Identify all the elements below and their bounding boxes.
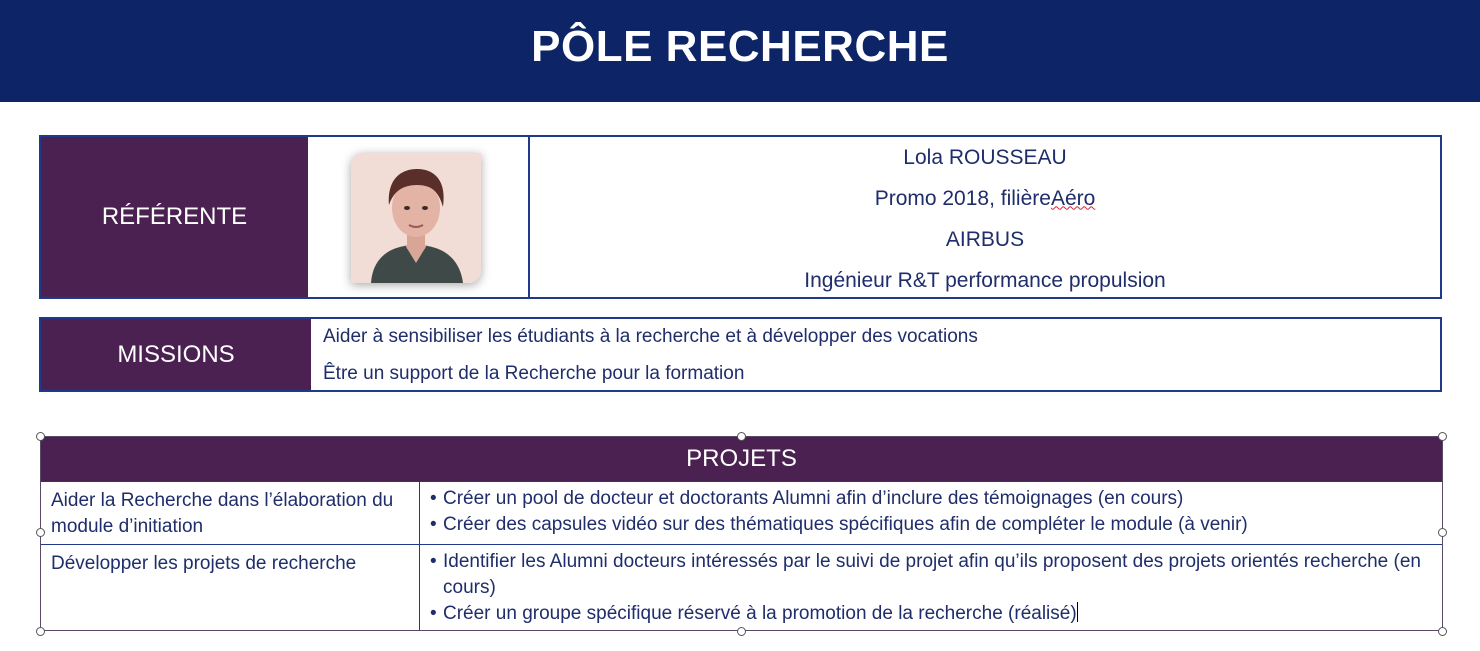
table-row[interactable] bbox=[41, 544, 1442, 630]
projets-table[interactable] bbox=[40, 436, 1443, 631]
portrait-photo[interactable] bbox=[351, 153, 481, 283]
missions-block bbox=[39, 317, 1442, 392]
photo-cell bbox=[308, 137, 530, 297]
project-actions[interactable] bbox=[420, 482, 1442, 544]
promo-prefix: Promo 2018, filière bbox=[874, 186, 1051, 210]
resize-handle-bottom-left[interactable] bbox=[36, 627, 45, 636]
missions-list bbox=[323, 319, 1440, 390]
project-action: • Créer un pool de docteur et doctorants Alumni afin d’inclure des témoignages (en cours) bbox=[430, 486, 1432, 512]
mission-item: Être un support de la Recherche pour la formation bbox=[323, 363, 745, 384]
promo-word: Aéro bbox=[1050, 186, 1096, 210]
project-topic[interactable]: Aider la Recherche dans l’élaboration du module d’initiation bbox=[41, 482, 420, 544]
referente-role: Ingénieur R&T performance propulsion bbox=[804, 268, 1166, 292]
resize-handle-bottom-right[interactable] bbox=[1438, 627, 1447, 636]
resize-handle-middle-left[interactable] bbox=[36, 528, 45, 537]
resize-handle-top-left[interactable] bbox=[36, 432, 45, 441]
resize-handle-bottom-center[interactable] bbox=[737, 627, 746, 636]
page-title: PÔLE RECHERCHE bbox=[531, 22, 949, 71]
projets-header: PROJETS bbox=[41, 437, 1442, 481]
project-actions[interactable] bbox=[420, 545, 1442, 630]
page-header bbox=[0, 0, 1480, 102]
referente-info bbox=[530, 137, 1440, 297]
resize-handle-top-right[interactable] bbox=[1438, 432, 1447, 441]
resize-handle-top-center[interactable] bbox=[737, 432, 746, 441]
referente-label: RÉFÉRENTE bbox=[41, 137, 308, 297]
mission-item: Aider à sensibiliser les étudiants à la recherche et à développer des vocations bbox=[323, 326, 978, 347]
referente-name: Lola ROUSSEAU bbox=[903, 145, 1067, 169]
text-caret bbox=[1077, 602, 1078, 622]
project-action: • Identifier les Alumni docteurs intéressés par le suivi de projet afin qu’ils proposent des projets orientés recherche (en cours) bbox=[430, 549, 1432, 601]
project-action-text: Créer un groupe spécifique réservé à la promotion de la recherche (réalisé) bbox=[443, 603, 1077, 624]
missions-label: MISSIONS bbox=[41, 319, 311, 390]
project-action-last bbox=[430, 601, 1432, 627]
portrait-photo-image bbox=[351, 153, 481, 283]
project-topic[interactable]: Développer les projets de recherche bbox=[41, 545, 420, 630]
table-row[interactable] bbox=[41, 481, 1442, 544]
resize-handle-middle-right[interactable] bbox=[1438, 528, 1447, 537]
referente-block bbox=[39, 135, 1442, 299]
referente-promo bbox=[530, 178, 1440, 219]
referente-company: AIRBUS bbox=[945, 227, 1025, 251]
project-action: • Créer des capsules vidéo sur des thématiques spécifiques afin de compléter le module (à venir) bbox=[430, 512, 1432, 538]
